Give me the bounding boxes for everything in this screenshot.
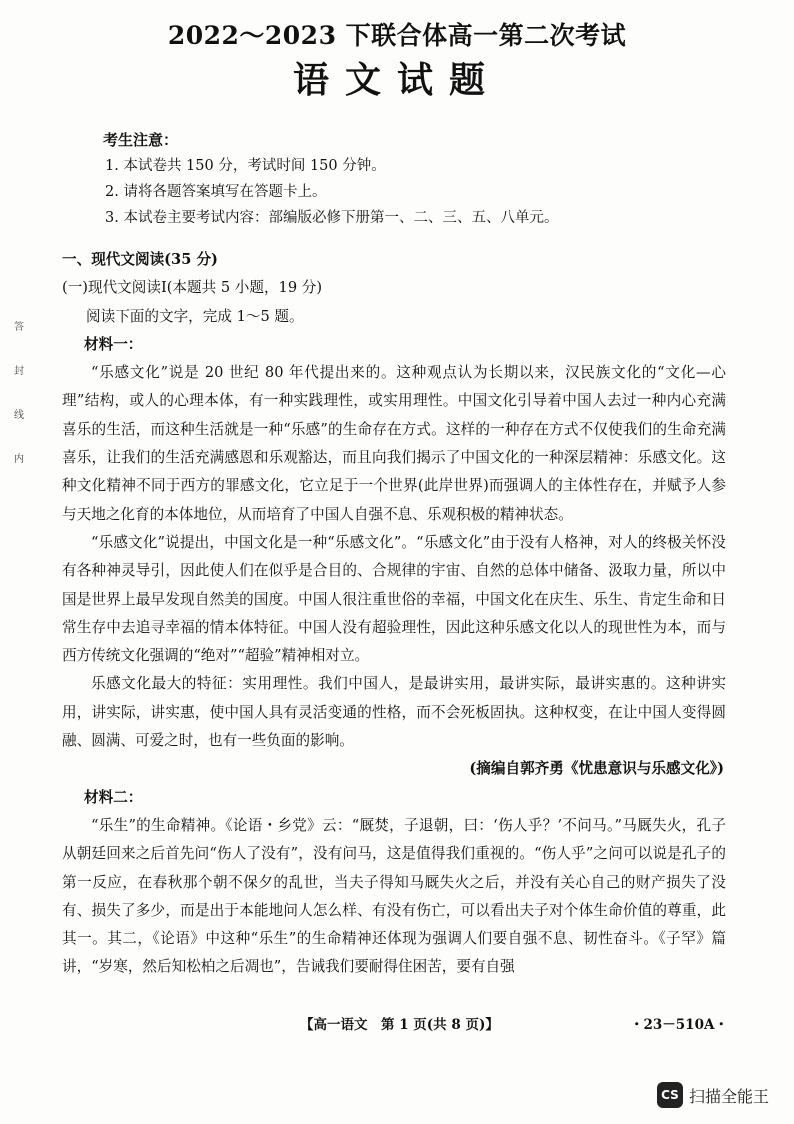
reading-instruction: 阅读下面的文字，完成 1～5 题。 [86,307,304,325]
material-one-paragraph: “乐感文化”说是 20 世纪 80 年代提出来的。这种观点认为长期以来，汉民族文化的“文化—心理”结构，或人的心理本体，有一种实践理性，或实用理性。中国文化引导着中国人去过一种内心充满喜乐的生活，而这种生活就是一种“乐感”的生命存在方式。这样的一种存在方式不仅使我们的生命充满喜乐，让我们的生活充满感恩和乐观豁达，而且向我们揭示了中国文化的一种深层精神：乐感文化。这种文化精神不同于西方的罪感文化，它立足于一个世界(此岸世界)而强调人的主体性存在，并赋予人参与天地之化育的本体地位，从而培育了中国人自强不息、乐观积极的精神状态。 [62,364,726,523]
footer-page-info: 【高一语文 第 1 页(共 8 页)】 [300,1017,499,1033]
notice-item: 2. 请将各题答案填写在答题卡上。 [105,184,327,200]
material-one-label: 材料一： [84,335,143,353]
section-title: 一、现代文阅读(35 分) [62,251,218,268]
scanner-watermark [657,1080,769,1110]
footer-paper-code: ・23－510A・ [630,1017,728,1033]
exam-title: 2022～2023 下联合体高一第二次考试 [167,21,627,50]
watermark-text: 扫描全能王 [689,1086,770,1106]
binding-mark: 答 [14,322,24,333]
material-one-source: (摘编自郭齐勇《忧患意识与乐感文化》) [469,760,724,778]
binding-mark: 封 [14,366,24,377]
candidate-notice [103,127,558,231]
camscanner-logo-icon: CS [657,1082,683,1108]
subject-title: 语文试题 [292,59,501,101]
reading-section [62,246,726,982]
material-two-label: 材料二： [84,788,143,806]
notice-item: 1. 本试卷共 150 分，考试时间 150 分钟。 [105,158,386,174]
material-one-paragraph: “乐感文化”说提出，中国文化是一种“乐感文化”。“乐感文化”由于没有人格神，对人的终极关怀没有各种神灵导引，因此使人们在似乎是合目的、合规律的宇宙、自然的总体中储备、汲取力量，所以中国是世界上最早发现自然美的国度。中国人很注重世俗的幸福，中国文化在庆生、乐生、肯定生命和日常生存中去追寻幸福的情本体特征。中国人没有超验理性，因此这种乐感文化以人的现世性为本，而与西方传统文化强调的“绝对”“超验”精神相对立。 [62,533,726,665]
notice-item: 3. 本试卷主要考试内容：部编版必修下册第一、二、三、五、八单元。 [105,210,559,226]
material-one-paragraph: 乐感文化最大的特征：实用理性。我们中国人，是最讲实用，最讲实际，最讲实惠的。这种讲实用，讲实际，讲实惠，使中国人具有灵活变通的性格，而不会死板固执。这种权变，在让中国人变得圆融、圆满、可爱之时，也有一些负面的影响。 [62,675,726,750]
material-two-paragraph: “乐生”的生命精神。《论语・乡党》云：“厩焚，子退朝，曰：‘伤人乎？’不问马。”马厩失火，孔子从朝廷回来之后首先问“伤人了没有”，没有问马，这是值得我们重视的。“伤人乎”之问可以说是孔子的第一反应，在春秋那个朝不保夕的乱世，当夫子得知马厩失火之后，并没有关心自己的财产损失了没有、损失了多少，而是出于本能地问人怎么样、有没有伤亡，可以看出夫子对个体生命价值的尊重，此其一。其二，《论语》中这种“乐生”的生命精神还体现为强调人们要自强不息、韧性奋斗。《子罕》篇讲，“岁寒，然后知松柏之后凋也”，告诫我们要耐得住困苦，要有自强 [62,816,726,976]
binding-margin-marks [10,300,32,480]
section-subtitle: (一)现代文阅读Ⅰ(本题共 5 小题，19 分) [62,279,323,297]
binding-mark: 线 [14,410,24,421]
binding-mark: 内 [14,454,24,465]
notice-heading: 考生注意： [103,131,179,149]
